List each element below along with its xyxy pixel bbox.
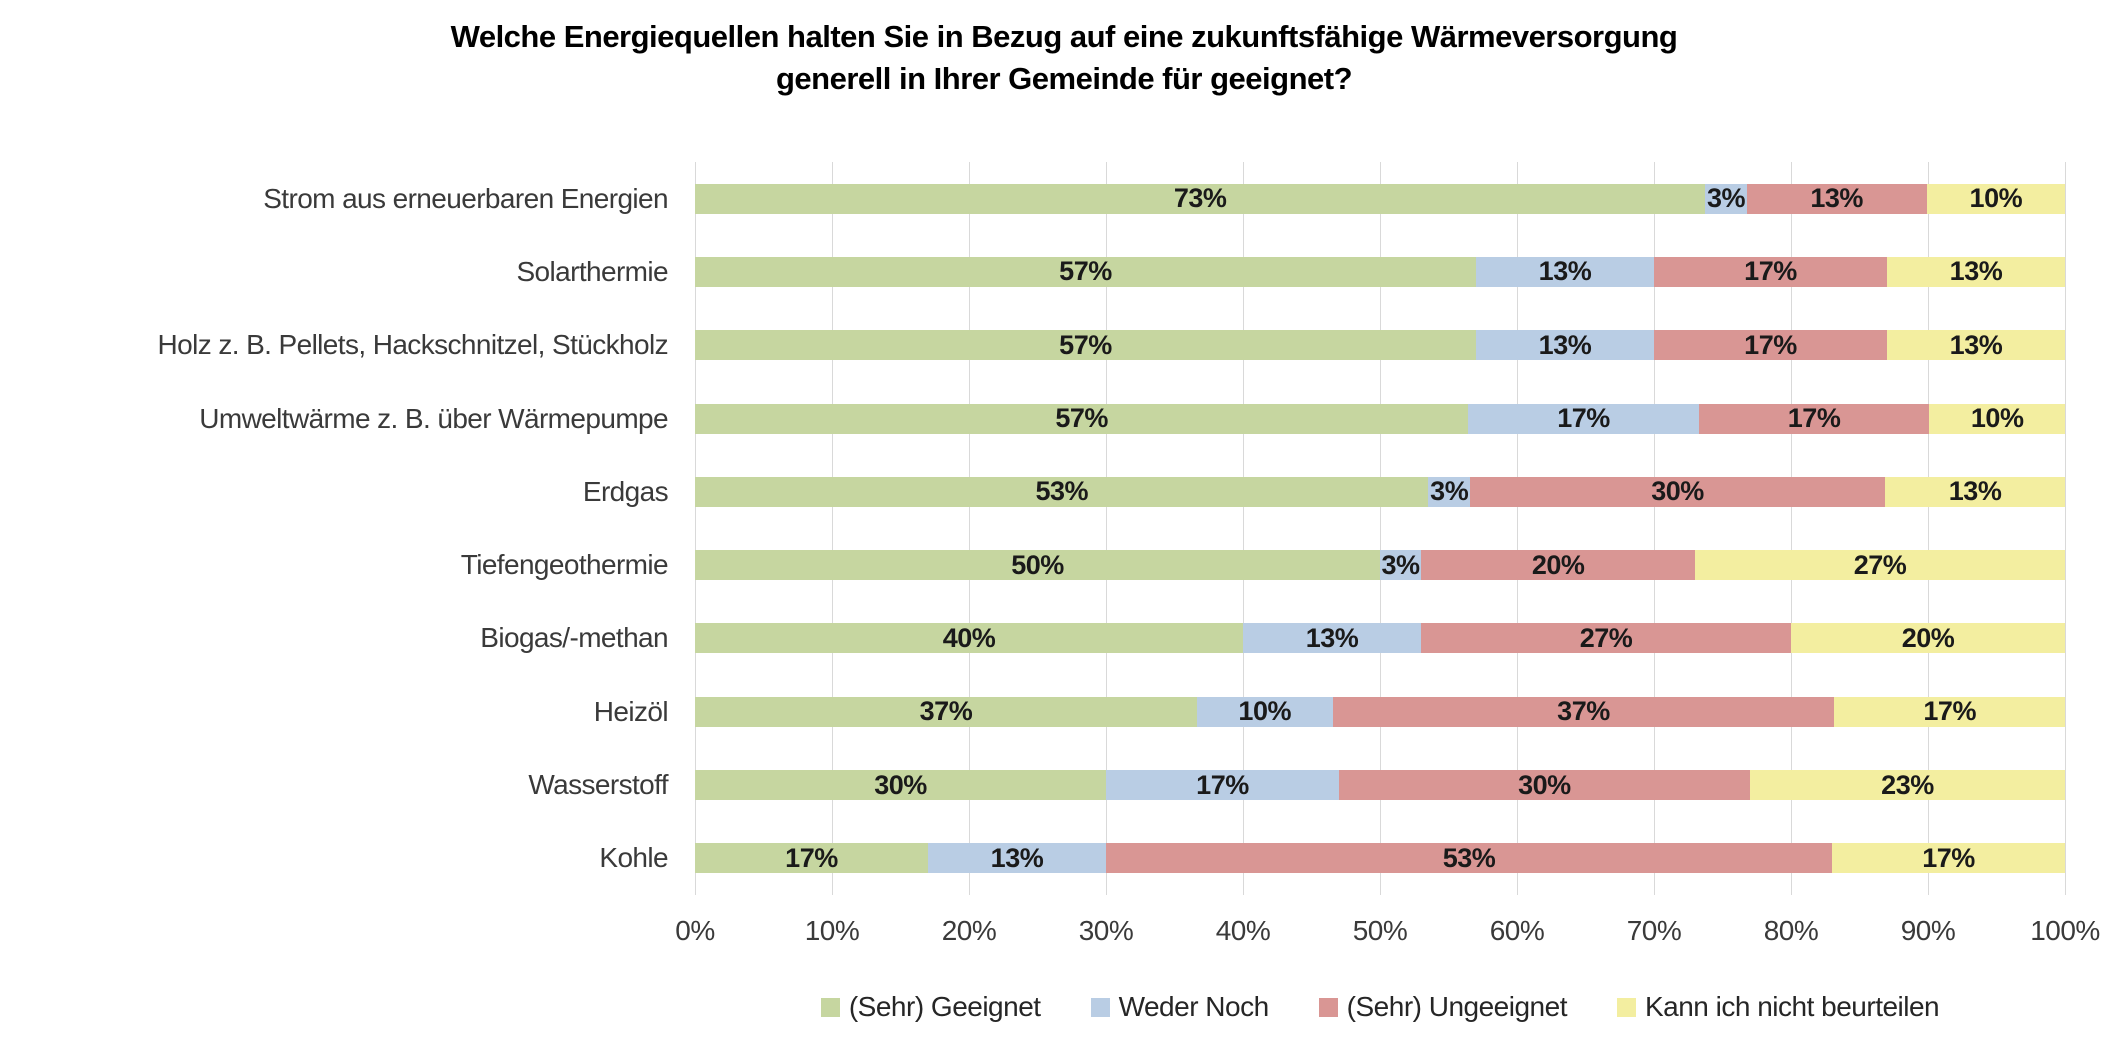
bar-segment-weder-noch: [928, 843, 1106, 873]
bar-segment-weder-noch: [1468, 404, 1699, 434]
x-axis: [675, 915, 2100, 955]
legend-swatch-icon: [1319, 998, 1338, 1017]
bar-segment-kann-ich-nicht-beurteilen: [1834, 697, 2065, 727]
bar-segment-sehr-ungeeignet: [1421, 550, 1695, 580]
chart-title-line-2: generell in Ihrer Gemeinde für geeignet?: [775, 61, 1353, 96]
data-label: 13%: [1538, 256, 1592, 287]
data-label: 13%: [1949, 329, 2003, 360]
data-label: 10%: [1238, 696, 1291, 727]
bar-row: [695, 309, 2065, 382]
bar-segment-sehr-geeignet: [695, 550, 1380, 580]
bar-segment-sehr-ungeeignet: [1747, 184, 1927, 214]
stacked-bar: [695, 257, 2065, 287]
chart-title: [0, 16, 2128, 100]
bar-segment-kann-ich-nicht-beurteilen: [1791, 623, 2065, 653]
stacked-bar: [695, 843, 2065, 873]
bar-segment-sehr-ungeeignet: [1339, 770, 1750, 800]
x-tick-label: 50%: [1352, 915, 1408, 946]
bar-segment-sehr-geeignet: [695, 330, 1476, 360]
data-label: 27%: [1853, 549, 1907, 580]
category-label: Strom aus erneuerbaren Energien: [263, 182, 668, 214]
bar-segment-weder-noch: [1380, 550, 1421, 580]
legend-item-weder-noch: [1091, 991, 1269, 1023]
data-label: 17%: [1922, 842, 1975, 873]
bar-segment-sehr-ungeeignet: [1699, 404, 1930, 434]
data-label: 40%: [942, 622, 996, 653]
data-label: 17%: [1744, 329, 1797, 360]
bar-row: [695, 675, 2065, 748]
data-label: 13%: [990, 842, 1044, 873]
data-label: 20%: [1901, 622, 1955, 653]
bar-segment-sehr-ungeeignet: [1106, 843, 1832, 873]
x-tick-label: 70%: [1626, 915, 1682, 946]
bar-segment-sehr-geeignet: [695, 404, 1468, 434]
data-label: 50%: [1011, 549, 1064, 580]
legend-swatch-icon: [1617, 998, 1636, 1017]
legend-item-kann-ich-nicht-beurteilen: [1617, 991, 1939, 1023]
stacked-bar: [695, 184, 2065, 214]
data-label: 20%: [1531, 549, 1585, 580]
data-label: 13%: [1538, 329, 1592, 360]
gridline: [2065, 162, 2066, 895]
bar-rows: [695, 162, 2065, 895]
category-axis: [0, 162, 682, 895]
data-label: 17%: [1787, 403, 1841, 434]
category-label: Solarthermie: [516, 255, 668, 287]
legend-item-sehr-geeignet: [821, 991, 1041, 1023]
x-tick-label: 90%: [1900, 915, 1956, 946]
bar-row: [695, 235, 2065, 308]
bar-segment-kann-ich-nicht-beurteilen: [1887, 330, 2065, 360]
data-label: 17%: [1557, 403, 1610, 434]
data-label: 17%: [1196, 769, 1249, 800]
data-label: 3%: [1706, 183, 1745, 214]
bar-segment-weder-noch: [1106, 770, 1339, 800]
bar-segment-sehr-geeignet: [695, 477, 1428, 507]
category-label: Umweltwärme z. B. über Wärmepumpe: [199, 402, 668, 434]
data-label: 17%: [785, 842, 838, 873]
data-label: 23%: [1881, 769, 1934, 800]
x-tick-label: 30%: [1078, 915, 1134, 946]
bar-segment-weder-noch: [1476, 330, 1654, 360]
bar-segment-sehr-ungeeignet: [1333, 697, 1835, 727]
data-label: 53%: [1035, 476, 1088, 507]
data-label: 37%: [1557, 696, 1610, 727]
plot-area: [695, 162, 2065, 895]
category-label: Kohle: [599, 842, 668, 874]
data-label: 37%: [919, 696, 973, 727]
legend-label: (Sehr) Geeignet: [848, 991, 1041, 1022]
bar-segment-sehr-geeignet: [695, 184, 1705, 214]
bar-row: [695, 162, 2065, 235]
legend-swatch-icon: [1091, 998, 1110, 1017]
data-label: 3%: [1430, 476, 1469, 507]
data-label: 30%: [1518, 769, 1571, 800]
x-tick-label: 100%: [2030, 915, 2100, 946]
bar-segment-kann-ich-nicht-beurteilen: [1885, 477, 2065, 507]
bar-segment-kann-ich-nicht-beurteilen: [1927, 184, 2065, 214]
bar-row: [695, 455, 2065, 528]
stacked-bar: [695, 330, 2065, 360]
data-label: 10%: [1970, 403, 2024, 434]
x-tick-label: 0%: [675, 915, 715, 946]
bar-segment-kann-ich-nicht-beurteilen: [1929, 404, 2065, 434]
stacked-bar: [695, 550, 2065, 580]
category-label: Heizöl: [593, 695, 668, 727]
bar-segment-weder-noch: [1705, 184, 1747, 214]
x-tick-label: 20%: [941, 915, 997, 946]
bar-segment-sehr-geeignet: [695, 697, 1197, 727]
bar-segment-sehr-ungeeignet: [1421, 623, 1791, 653]
chart-title-line-1: Welche Energiequellen halten Sie in Bezug auf eine zukunftsfähige Wärmeversorgung: [450, 19, 1678, 54]
category-label: Erdgas: [582, 475, 668, 507]
stacked-bar: [695, 623, 2065, 653]
category-label: Holz z. B. Pellets, Hackschnitzel, Stückholz: [157, 329, 668, 361]
data-label: 10%: [1969, 183, 2023, 214]
x-tick-label: 80%: [1763, 915, 1819, 946]
legend-label: Kann ich nicht beurteilen: [1644, 991, 1940, 1022]
bar-row: [695, 528, 2065, 601]
data-label: 13%: [1810, 183, 1863, 214]
category-label: Tiefengeothermie: [460, 549, 668, 581]
data-label: 3%: [1381, 549, 1420, 580]
data-label: 13%: [1948, 476, 2002, 507]
data-label: 57%: [1059, 256, 1112, 287]
bar-segment-sehr-geeignet: [695, 843, 928, 873]
x-tick-label: 10%: [804, 915, 860, 946]
bar-segment-weder-noch: [1476, 257, 1654, 287]
legend-item-sehr-ungeeignet: [1319, 991, 1567, 1023]
bar-segment-sehr-geeignet: [695, 623, 1243, 653]
stacked-bar: [695, 404, 2065, 434]
bar-segment-kann-ich-nicht-beurteilen: [1887, 257, 2065, 287]
bar-segment-weder-noch: [1197, 697, 1333, 727]
data-label: 27%: [1579, 622, 1633, 653]
bar-row: [695, 602, 2065, 675]
legend: [595, 985, 2128, 1029]
bar-segment-sehr-ungeeignet: [1654, 330, 1887, 360]
bar-segment-weder-noch: [1428, 477, 1470, 507]
legend-label: Weder Noch: [1118, 991, 1269, 1022]
bar-segment-weder-noch: [1243, 623, 1421, 653]
data-label: 17%: [1744, 256, 1797, 287]
bar-segment-sehr-ungeeignet: [1470, 477, 1885, 507]
x-tick-label: 40%: [1215, 915, 1271, 946]
data-label: 30%: [874, 769, 927, 800]
category-label: Biogas/-methan: [480, 622, 668, 654]
bar-row: [695, 822, 2065, 895]
bar-segment-sehr-ungeeignet: [1654, 257, 1887, 287]
legend-label: (Sehr) Ungeeignet: [1346, 991, 1567, 1022]
bar-segment-kann-ich-nicht-beurteilen: [1832, 843, 2065, 873]
bar-segment-kann-ich-nicht-beurteilen: [1695, 550, 2065, 580]
stacked-bar: [695, 770, 2065, 800]
category-label: Wasserstoff: [528, 769, 668, 801]
bar-segment-sehr-geeignet: [695, 770, 1106, 800]
data-label: 57%: [1059, 329, 1112, 360]
bar-row: [695, 748, 2065, 821]
data-label: 53%: [1442, 842, 1496, 873]
data-label: 73%: [1173, 183, 1227, 214]
data-label: 57%: [1055, 403, 1108, 434]
data-label: 13%: [1949, 256, 2003, 287]
bar-segment-kann-ich-nicht-beurteilen: [1750, 770, 2065, 800]
bar-segment-sehr-geeignet: [695, 257, 1476, 287]
data-label: 17%: [1923, 696, 1976, 727]
stacked-bar: [695, 477, 2065, 507]
x-tick-label: 60%: [1489, 915, 1545, 946]
legend-swatch-icon: [821, 998, 840, 1017]
data-label: 30%: [1651, 476, 1704, 507]
data-label: 13%: [1305, 622, 1359, 653]
bar-row: [695, 382, 2065, 455]
stacked-bar: [695, 697, 2065, 727]
